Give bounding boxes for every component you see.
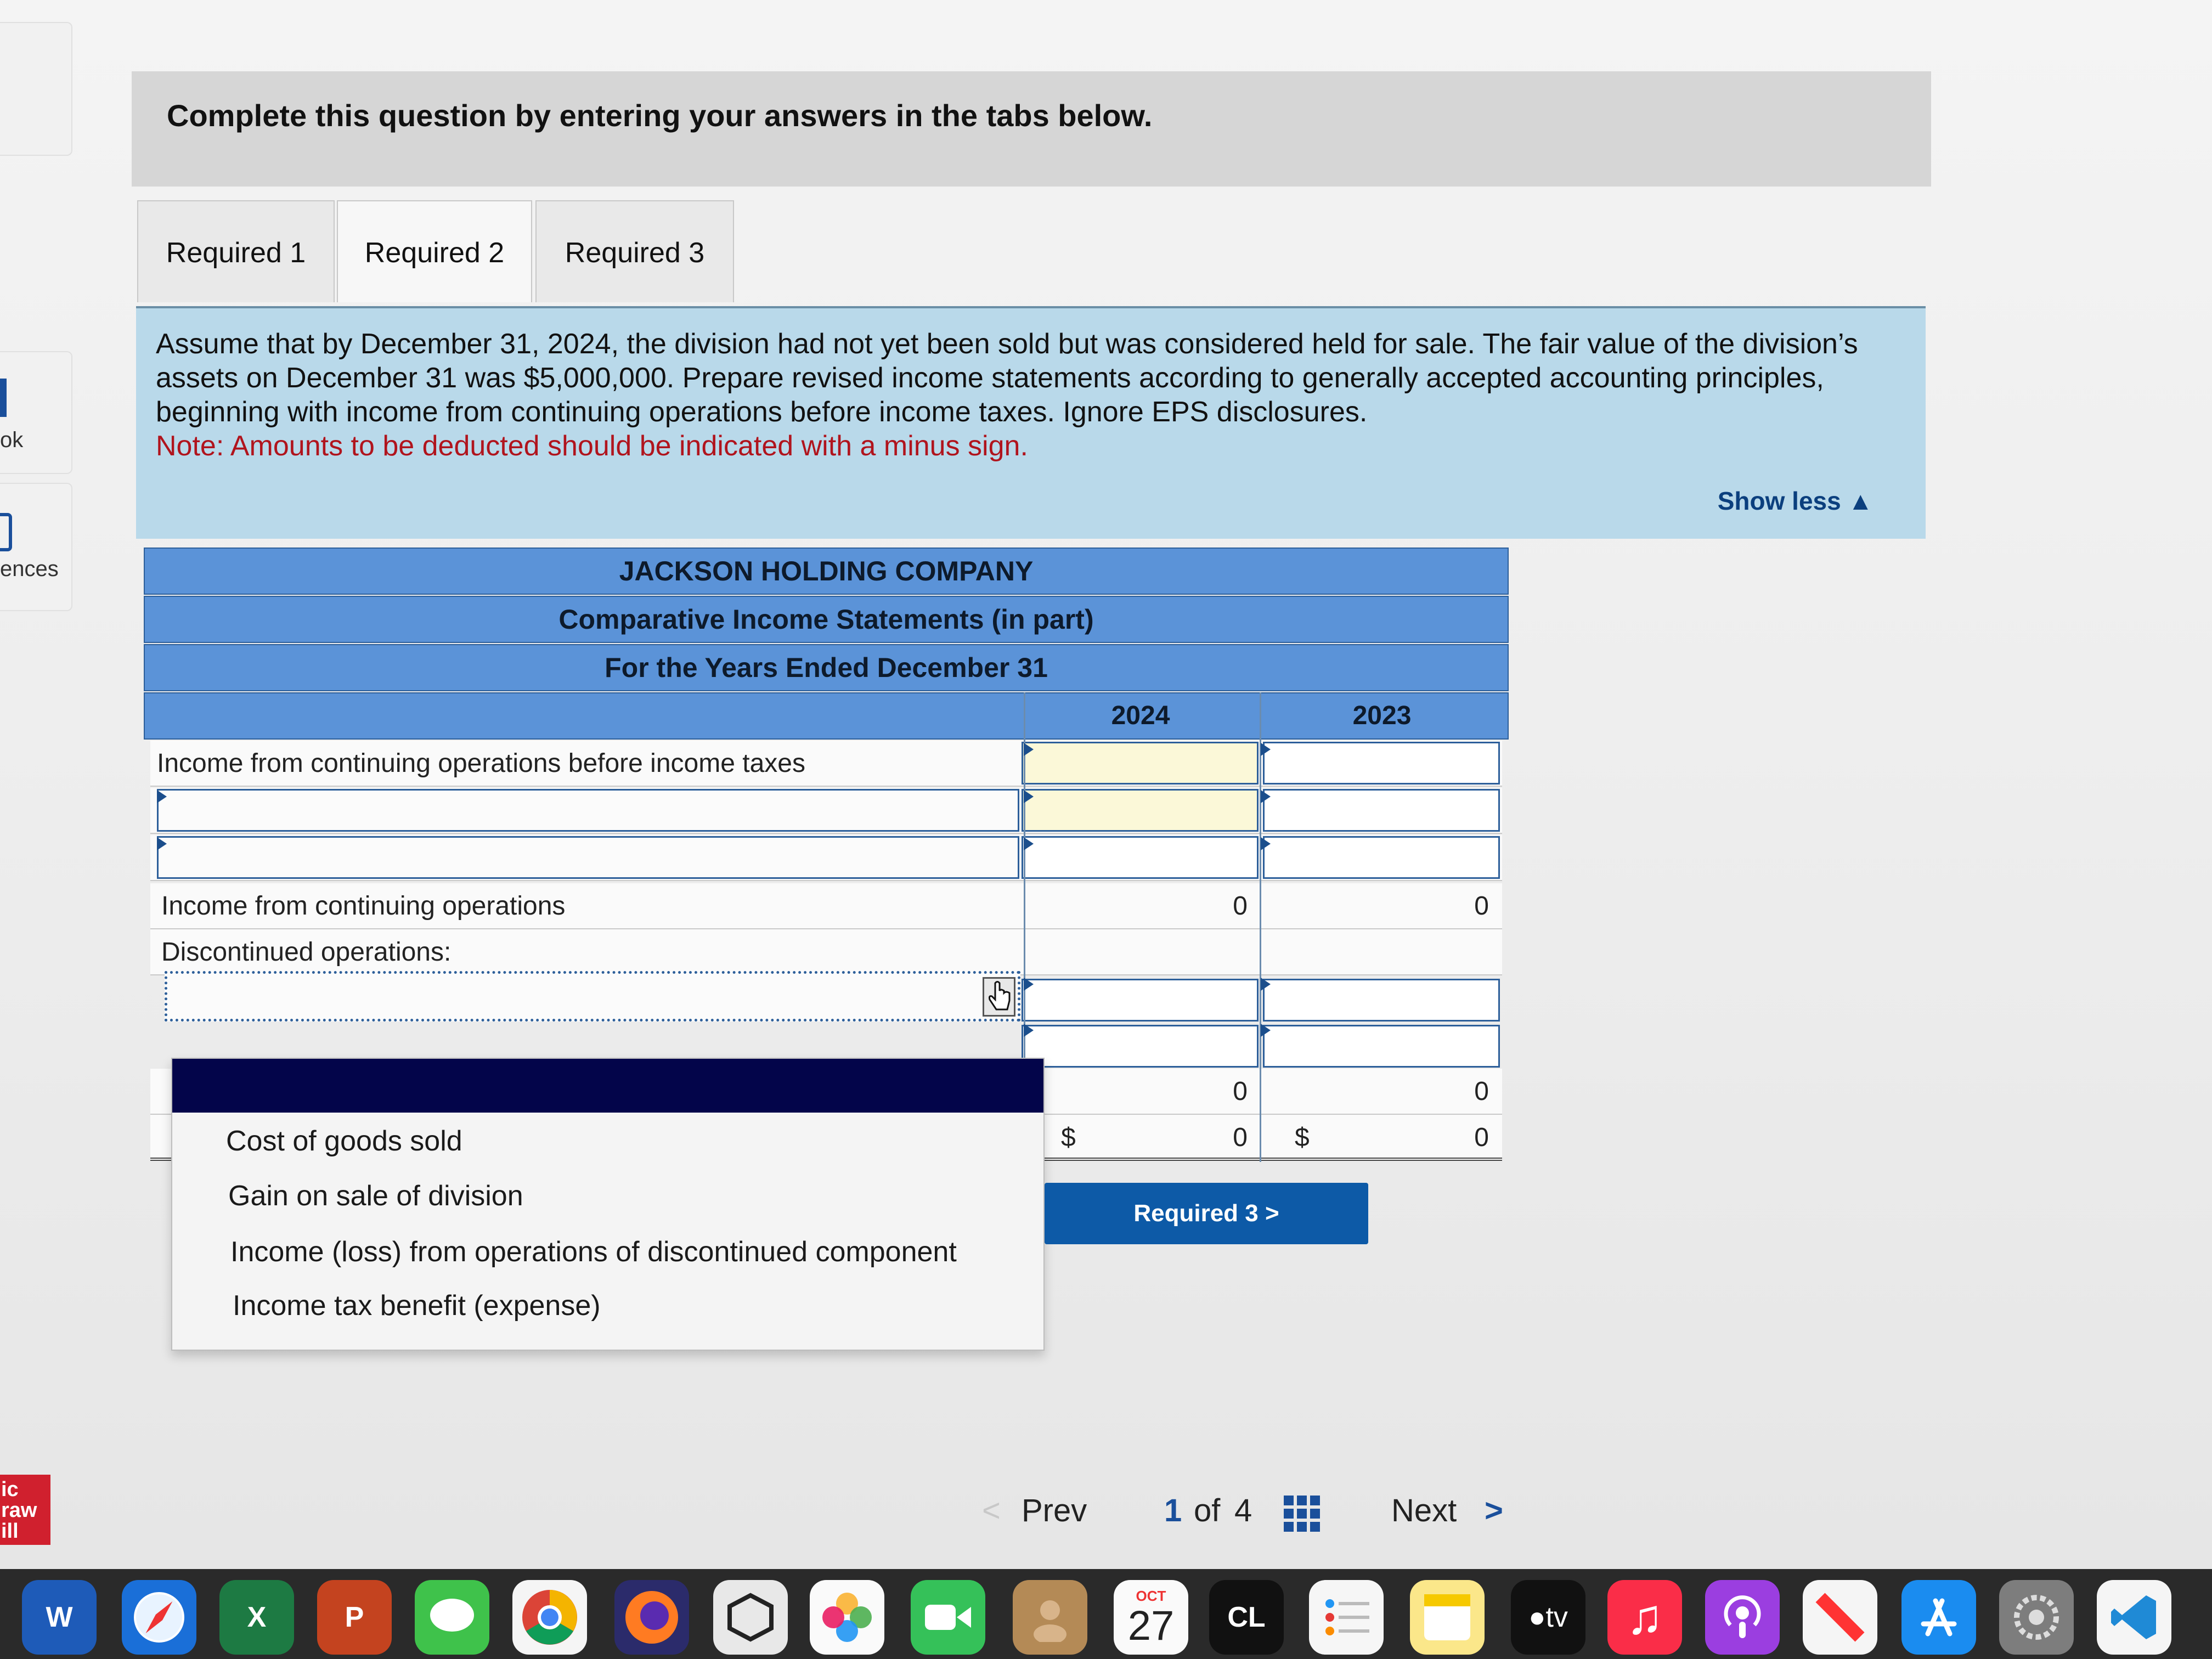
- year-2023-header: 2023: [1352, 701, 1412, 730]
- row-label: Income from continuing operations before income taxes: [157, 749, 805, 778]
- statement-company: JACKSON HOLDING COMPANY: [144, 548, 1509, 595]
- question-note: Note: Amounts to be deducted should be indicated with a minus sign.: [156, 430, 1028, 462]
- dropdown-option-blank-selected[interactable]: [172, 1059, 1043, 1113]
- entry-flag-icon: [1024, 837, 1034, 850]
- firefox-logo-icon: [622, 1587, 682, 1647]
- logo-line-1: ic: [1, 1478, 19, 1501]
- entry-flag-icon: [1024, 790, 1034, 803]
- compass-icon: [132, 1590, 187, 1645]
- discontinued-label-select[interactable]: [165, 971, 1020, 1022]
- column-divider-2: [1260, 692, 1261, 1162]
- vscode-logo-icon: [2107, 1590, 2162, 1645]
- tab-required-2[interactable]: Required 2: [337, 200, 532, 302]
- dropdown-arrow-icon[interactable]: [983, 977, 1015, 1017]
- news-icon: [1813, 1590, 1867, 1645]
- chrome-app-icon[interactable]: [512, 1580, 587, 1655]
- entry-flag-icon: [1024, 743, 1034, 756]
- logo-line-3: ill: [1, 1520, 19, 1543]
- app-store-icon: [1911, 1590, 1966, 1645]
- row-label: Discontinued operations:: [161, 938, 452, 967]
- input-2023-row7[interactable]: [1263, 1025, 1500, 1068]
- calendar-day: 27: [1127, 1602, 1175, 1649]
- value-2024-row4: 0: [1233, 891, 1248, 921]
- entry-flag-icon: [157, 837, 167, 850]
- safari-app-icon[interactable]: [122, 1580, 196, 1655]
- calendar-app-icon[interactable]: [1114, 1580, 1188, 1655]
- sidebar-card-top[interactable]: [0, 22, 72, 156]
- input-2023-row2[interactable]: [1263, 789, 1500, 832]
- tab-required-3[interactable]: Required 3: [535, 200, 734, 302]
- publisher-logo: [0, 1475, 50, 1545]
- next-button[interactable]: Next: [1391, 1493, 1457, 1528]
- calendar-month: OCT: [1136, 1587, 1166, 1604]
- system-settings-app-icon[interactable]: [1999, 1580, 2074, 1655]
- app-store-app-icon[interactable]: [1901, 1580, 1976, 1655]
- tv-label: tv: [1545, 1601, 1568, 1633]
- page-total: 4: [1234, 1493, 1252, 1528]
- label-dropdown-row3[interactable]: [157, 836, 1019, 879]
- year-header-row: [144, 692, 1509, 740]
- gear-icon: [2009, 1590, 2064, 1645]
- value-2024-row9: 0: [1233, 1123, 1248, 1152]
- question-body: Assume that by December 31, 2024, the division had not yet been sold but was considered held for sale. The fair value of the division’s assets on December 31 was $5,000,000. Prepare revised income statements according to generally accepted accounting principles, beginning with income from continuing operations before income taxes. Ignore EPS disclosures.: [156, 328, 1858, 428]
- next-required-3-button[interactable]: Required 3 >: [1045, 1183, 1368, 1244]
- flower-icon: [817, 1587, 877, 1647]
- entry-flag-icon: [1024, 1024, 1034, 1037]
- label-dropdown-row2[interactable]: [157, 789, 1019, 832]
- sidebar-card-ebook[interactable]: [0, 351, 72, 474]
- clion-app-icon[interactable]: CL: [1209, 1580, 1284, 1655]
- firefox-app-icon[interactable]: [614, 1580, 689, 1655]
- references-icon: [0, 513, 12, 551]
- podcasts-app-icon[interactable]: [1705, 1580, 1780, 1655]
- video-camera-icon: [921, 1598, 975, 1637]
- person-icon: [1025, 1593, 1075, 1642]
- dropdown-option[interactable]: Income tax benefit (expense): [233, 1290, 601, 1322]
- facetime-app-icon[interactable]: [911, 1580, 985, 1655]
- next-chevron-icon[interactable]: >: [1485, 1493, 1503, 1528]
- dropdown-option[interactable]: Income (loss) from operations of discontinued component: [230, 1236, 957, 1268]
- row-discontinued-heading: [150, 929, 1502, 975]
- entry-flag-icon: [1261, 743, 1271, 756]
- page-current: 1: [1164, 1493, 1182, 1528]
- entry-flag-icon: [157, 790, 167, 803]
- input-2024-row3[interactable]: [1022, 836, 1259, 879]
- input-2023-row6[interactable]: [1263, 979, 1500, 1022]
- speech-bubble-icon: [427, 1595, 477, 1639]
- podcast-icon: [1715, 1590, 1770, 1645]
- value-2023-row9: 0: [1474, 1123, 1489, 1152]
- prev-button[interactable]: Prev: [1022, 1493, 1087, 1528]
- notepad-icon: [1420, 1590, 1475, 1645]
- question-grid-icon[interactable]: [1284, 1496, 1320, 1532]
- question-box: [136, 306, 1926, 539]
- entry-flag-icon: [1261, 837, 1271, 850]
- logo-line-2: raw: [1, 1499, 37, 1522]
- messages-app-icon[interactable]: [415, 1580, 489, 1655]
- excel-app-icon[interactable]: X: [219, 1580, 294, 1655]
- input-2023-row3[interactable]: [1263, 836, 1500, 879]
- ebook-icon: [0, 379, 7, 417]
- notes-app-icon[interactable]: [1410, 1580, 1485, 1655]
- row-income-before-taxes: [150, 741, 1502, 787]
- input-2024-row6[interactable]: [1022, 979, 1259, 1022]
- year-2024-header: 2024: [1111, 701, 1170, 730]
- instruction-banner: [132, 71, 1931, 187]
- statement-period: For the Years Ended December 31: [144, 644, 1509, 691]
- dropdown-option[interactable]: Gain on sale of division: [228, 1180, 523, 1212]
- input-2024-row2[interactable]: [1022, 789, 1259, 832]
- show-less-link[interactable]: Show less ▲: [1717, 487, 1873, 515]
- row-adjustment-2: [150, 835, 1502, 881]
- question-text: [156, 327, 1911, 463]
- list-icon: [1319, 1590, 1374, 1645]
- reminders-app-icon[interactable]: [1309, 1580, 1384, 1655]
- dropdown-option[interactable]: Cost of goods sold: [226, 1125, 462, 1157]
- cube-icon: [723, 1590, 778, 1645]
- apple-tv-app-icon[interactable]: [1511, 1580, 1585, 1655]
- value-2023-row8: 0: [1474, 1077, 1489, 1106]
- value-2023-row4: 0: [1474, 891, 1489, 921]
- prev-chevron-icon[interactable]: <: [982, 1493, 1001, 1528]
- dollar-sign-2023: $: [1295, 1123, 1310, 1152]
- statement-title: Comparative Income Statements (in part): [144, 596, 1509, 643]
- entry-flag-icon: [1261, 1024, 1271, 1037]
- page-of: of: [1194, 1493, 1221, 1528]
- powerpoint-app-icon[interactable]: P: [317, 1580, 392, 1655]
- hand-cursor-icon: [984, 979, 1014, 1015]
- music-app-icon[interactable]: ♫: [1607, 1580, 1682, 1655]
- row-adjustment-1: [150, 788, 1502, 834]
- input-2024-row1[interactable]: [1022, 742, 1259, 785]
- input-2024-row7[interactable]: [1022, 1025, 1259, 1068]
- unity-app-icon[interactable]: [713, 1580, 788, 1655]
- photos-app-icon[interactable]: [810, 1580, 884, 1655]
- word-app-icon[interactable]: W: [22, 1580, 97, 1655]
- vscode-app-icon[interactable]: [2097, 1580, 2171, 1655]
- dropdown-options-list: [171, 1058, 1045, 1351]
- instruction-text: Complete this question by entering your answers in the tabs below.: [167, 98, 1153, 133]
- entry-flag-icon: [1261, 790, 1271, 803]
- sidebar-label-references: ences: [0, 557, 59, 581]
- row-label: Income from continuing operations: [161, 891, 566, 921]
- tab-required-1[interactable]: Required 1: [137, 200, 335, 302]
- input-2023-row1[interactable]: [1263, 742, 1500, 785]
- contacts-app-icon[interactable]: [1013, 1580, 1087, 1655]
- apple-logo-icon: ●: [1528, 1601, 1546, 1633]
- sidebar-label-ebook: ok: [0, 428, 24, 452]
- entry-flag-icon: [1261, 978, 1271, 991]
- news-app-icon[interactable]: [1803, 1580, 1877, 1655]
- chrome-logo-icon: [520, 1587, 580, 1647]
- row-income-continuing: [150, 883, 1502, 929]
- value-2024-row8: 0: [1233, 1077, 1248, 1106]
- dollar-sign-2024: $: [1061, 1123, 1076, 1152]
- entry-flag-icon: [1024, 978, 1034, 991]
